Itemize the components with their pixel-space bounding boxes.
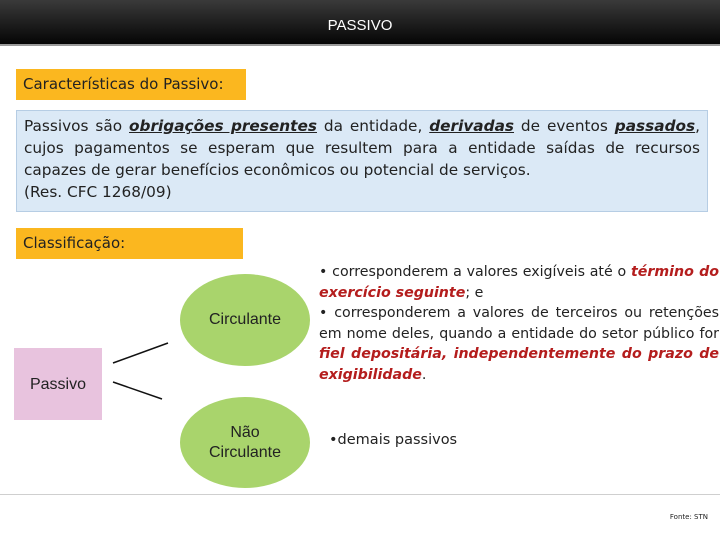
passivo-node: Passivo — [14, 348, 102, 420]
circulante-description — [319, 262, 719, 385]
definition-source: (Res. CFC 1268/09) — [24, 183, 172, 201]
definition-text-2: da entidade, — [316, 117, 430, 135]
nao-circulante-line-2: Circulante — [208, 443, 282, 461]
circulante-desc-a3: ; e — [465, 284, 484, 301]
section-label-caracteristicas: Características do Passivo: — [16, 69, 246, 100]
section-label-classificacao: Classificação: — [16, 228, 243, 259]
circulante-desc-a1: • corresponderem a valores exigíveis até o — [319, 264, 631, 280]
definition-text-3: de eventos — [514, 117, 615, 135]
nao-circulante-node — [180, 397, 310, 488]
header-divider — [0, 44, 720, 46]
footer-divider — [0, 494, 720, 495]
keyword-obrigacoes-presentes: obrigações presentes — [129, 117, 317, 135]
connector-line-circulante — [113, 343, 168, 363]
circulante-desc-b3: . — [421, 366, 427, 383]
definition-text-4: , cujos pagamentos se esperam que resultem para a entidade saídas de recursos capazes de gerar benefícios econômicos ou potencial de serviços. — [24, 117, 701, 179]
nao-circulante-line-1: Não — [230, 423, 260, 441]
connector-line-nao-circulante — [113, 382, 162, 399]
page-title: PASSIVO — [327, 17, 393, 34]
nao-circulante-description: •demais passivos — [329, 432, 458, 448]
keyword-derivadas: derivadas — [429, 117, 515, 135]
circulante-desc-a2: término do exercício seguinte — [319, 264, 719, 301]
circulante-desc-b2: fiel depositária, independentemente do prazo de exigibilidade — [319, 346, 719, 383]
title-bar — [0, 0, 720, 44]
definition-text-1: Passivos são — [24, 117, 129, 135]
circulante-node: Circulante — [180, 274, 310, 366]
keyword-passados: passados — [614, 117, 696, 135]
circulante-desc-b1: • corresponderem a valores de terceiros ou retenções em nome deles, quando a entidade do setor público for — [319, 305, 719, 342]
footer-source: Fonte: STN — [669, 513, 708, 521]
definition-box — [16, 110, 708, 212]
